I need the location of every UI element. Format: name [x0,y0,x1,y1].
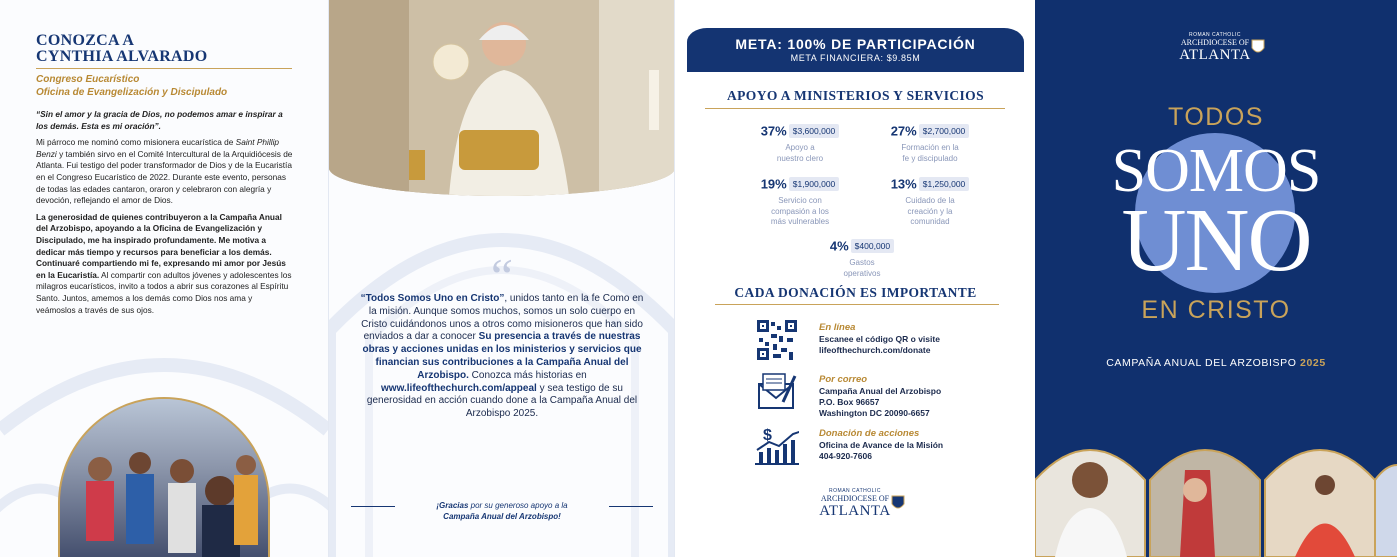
stat-operating-expenses: 4% $400,000 Gastos operativos [797,237,927,279]
campaign-story: “Todos Somos Uno en Cristo”, unidos tanto en la fe Como en la misión. Aunque somos muchos, somos un solo cuerpo en Cristo cuidándonos unos a otros como misioneros que han sido enviados a dar a conocer Su presencia a través de nuestras obras y acciones unidas en los ministerios y servicios que financian sus contribuciones a la Campaña Anual del Arzobispo. Conozca más historias en www.lifeofthechurch.com/appeal y sea testigo de su generosidad en acción cuando done a la Campaña Anual del Arzobispo 2025. [360,293,644,420]
thanks-divider-right [609,506,653,507]
subtitle-line-2: Oficina de Evangelización y Discipulado [36,87,228,98]
testimony-quote: “Sin el amor y la gracia de Dios, no podemos amar e inspirar a los demás. Esta es mi oración”. [36,109,283,131]
ministries-heading: APOYO A MINISTERIOS Y SERVICIOS [727,88,984,103]
thanks-divider-left [351,506,395,507]
thank-you-note: ¡Gracias por su generoso apoyo a la Campaña Anual del Arzobispo! [436,501,568,521]
stock-text: Donación de acciones Oficina de Avance de la Misión 404-920-7606 [819,428,944,461]
panel-goals [674,0,1035,557]
stat-clergy: 37% $3,600,000 Apoyo a nuestro clero [735,122,865,164]
online-heading: En línea [819,322,856,333]
participation-goal: META: 100% DE PARTICIPACIÓN [735,36,976,52]
archbishop-illustration [329,0,674,196]
donate-by-mail [753,372,1013,416]
financial-goal: META FINANCIERA: $9.85M [790,53,921,63]
archbishop-mass-photo [329,0,674,196]
donation-divider [715,304,999,305]
archdiocese-logo: ROMAN CATHOLIC ARCHDIOCESE OF ATLANTA [800,488,910,520]
panel-meet-cynthia [0,0,328,557]
ministries-divider [705,108,1005,109]
appeal-link[interactable]: www.lifeofthechurch.com/appeal [381,382,537,394]
donate-link[interactable]: lifeofthechurch.com/donate [819,345,931,355]
campaign-name: CAMPAÑA ANUAL DEL ARZOBISPO 2025 [1106,357,1326,369]
envelope-icon [753,372,799,416]
page-title [36,33,296,65]
qr-code-icon[interactable] [753,320,799,364]
quote-mark-icon: “ [490,248,514,304]
headline-en-cristo: EN CRISTO [1141,296,1291,324]
headline-uno: UNO [1121,191,1311,290]
donate-stock [753,426,1013,470]
panel-cover [1035,0,1397,557]
donate-online [753,320,1013,364]
donation-heading: CADA DONACIÓN ES IMPORTANTE [734,285,977,300]
stock-phone[interactable]: 404-920-7606 [819,451,872,461]
panel-story [328,0,674,557]
svg-text:$: $ [763,427,772,444]
testimony-body [36,109,294,321]
stat-creation-care: 13% $1,250,000 Cuidado de la creación y la comunidad [865,175,995,228]
title-line-2: CYNTHIA ALVARADO [36,48,208,65]
stat-faith-formation: 27% $2,700,000 Formación en la fe y discipulado [865,122,995,164]
subtitle-line-1: Congreso Eucarístico [36,74,140,85]
mail-text: Por correo Campaña Anual del Arzobispo P.O. Box 96657 Washington DC 20090-6657 [819,374,942,418]
crest-icon [1250,36,1266,56]
testimony-paragraph-2: La generosidad de quienes contribuyeron a la Campaña Anual del Arzobispo, apoyando a la Oficina de Evangelización y Discipulado, me ha inspirado profundamente. Me motiva a dedicar más tiempo y recursos para beneficiar a los demás. Continuaré compartiendo mi fe, expresando mi amor por Jesús en la Eucaristía. Al compartir con adultos jóvenes y adolescentes los milagros eucarísticos, invito a todos a abrir sus corazones al Espíritu Santo. Juntos, amemos a los demás como Dios nos ama y veámoslos a través de sus ojos. [36,211,292,315]
campaign-year: 2025 [1300,357,1326,369]
headline-todos: TODOS [1168,103,1264,131]
crest-icon [890,492,906,512]
title-line-1: CONOZCA A [36,32,135,49]
title-divider [36,68,292,69]
stock-chart-icon [753,426,799,470]
mail-heading: Por correo [819,374,868,385]
stock-heading: Donación de acciones [819,428,920,439]
parish-name: Saint Phillip Benzi [36,137,280,159]
archdiocese-logo-cover: ROMAN CATHOLIC ARCHDIOCESE OF ATLANTA [1170,32,1260,64]
online-text: En línea Escanee el código QR o visite lifeofthechurch.com/donate [819,322,940,355]
cover-photo-strip [1035,430,1397,557]
goal-banner [687,28,1024,72]
stat-compassion: 19% $1,900,000 Servicio con compasión a los más vulnerables [735,175,865,228]
testimony-paragraph-1: Mi párroco me nominó como misionera eucarística de Saint Phillip Benzi y también sirvo en el Comité Intercultural de la Arquidiócesis de Atlanta. Fui testigo del poder transformador de Dios y de la Eucaristía en el Congreso Eucarístico de 2022. Durante este evento, personas de todas las edades cantaron, oraron y celebraron con alegría y devoción, reflejando el amor de Dios. [36,137,293,206]
headline-somos: SOMOS [1111,137,1321,205]
subtitle [36,73,296,99]
